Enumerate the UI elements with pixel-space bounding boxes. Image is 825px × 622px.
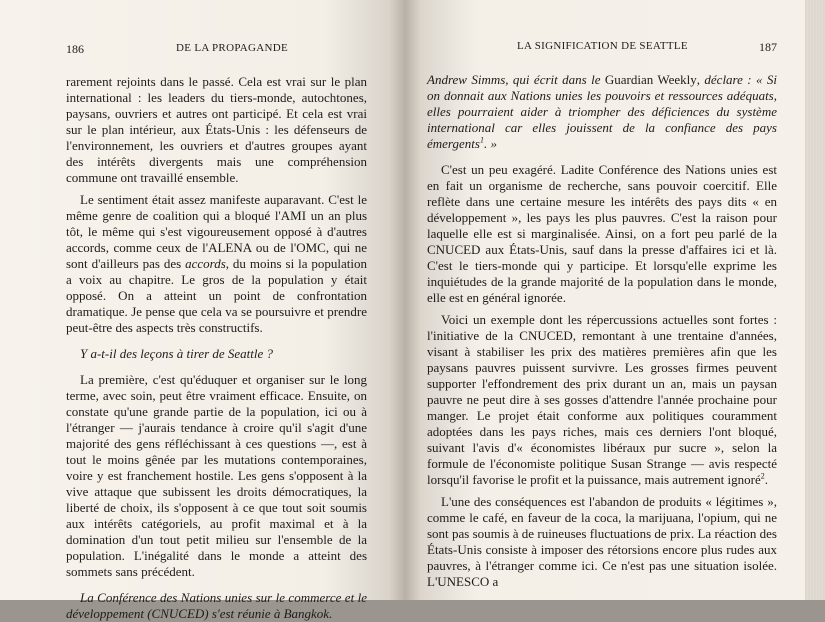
right-quote-footnote-ref: 1 [479, 135, 484, 145]
left-interview-question: Y a-t-il des leçons à tirer de Seattle ? [80, 346, 274, 361]
left-interview-question-2: La Conférence des Nations unies sur le commerce et le développement (CNUCED) s'est réunie à Bangkok. [66, 590, 367, 621]
right-paragraph-2-text-b: . [764, 472, 768, 487]
right-page [405, 0, 805, 600]
right-quote-publication: Guardian Weekly [604, 72, 697, 87]
left-paragraph-2 [66, 192, 367, 336]
left-paragraph-2-text-a: Le sentiment était assez manifeste auparavant. C'est le même genre de coalition qui a bloqué l'AMI un an plus tôt, le même qui s'est vigoureusement opposé à d'autres accords, comme ceux de l'ALENA ou de l'OMC, qui ne sont d'ailleurs pas des [66, 192, 367, 271]
right-paragraph-2-text-a: Voici un exemple dont les répercussions actuelles sont fortes : l'initiative de la CNUCED, remontant à une trentaine d'années, visant à stabiliser les prix des matières premières afin que les paysans pauvres puissent survivre. Les grosses firmes peuvent supporter l'effondrement des prix durant un an, mais un paysan pauvre ne peut dire à ses gosses d'attendre l'année prochaine pour manger. Le projet était conforme aux politiques couramment adoptées dans les pays riches, mais ces derniers l'ont bloqué, suivant l'avis d'« économistes libéraux pur sucre », selon la formule de l'économiste politique Susan Strange — avis respecté lorsqu'il favorise le profit et la puissance, mais autrement ignoré [427, 312, 777, 487]
right-page-number: 187 [759, 40, 777, 54]
left-running-head-title: DE LA PROPAGANDE [176, 42, 288, 54]
right-paragraph-1: C'est un peu exagéré. Ladite Conférence des Nations unies est en fait un organisme de recherche, sans pouvoir coercitif. Elle reflète dans une certaine mesure les intérêts des pays dits « en développement », les pays les plus pauvres. C'est la raison pour laquelle elle est si marginalisée. Ainsi, on a fort peu parlé de la CNUCED aux États-Unis, sauf dans la presse d'affaires ici et là. C'est le tiers-monde qui y participe. Et lorsqu'elle exprime les inquiétudes de la grande majorité de la population dans le monde, elle est en général ignorée. [427, 162, 777, 305]
right-running-header [427, 40, 777, 64]
right-quote-text-a: Andrew Simms, qui écrit dans le [427, 72, 605, 87]
right-quote-paragraph [427, 72, 777, 152]
left-paragraph-2-text-b: , du moins si la population a voix au chapitre. Le gros de la population y était opposé. On a atteint un point de confrontation dramatique. Je pense que cela va se poursuivre et prendre peut-être des aspects très constructifs. [66, 256, 367, 335]
left-paragraph-2-emphasis: accords [185, 256, 226, 271]
right-quote-text-c: . » [483, 136, 497, 151]
left-running-header [66, 42, 367, 66]
right-running-head-title: LA SIGNIFICATION DE SEATTLE [517, 40, 688, 52]
left-paragraph-1: rarement rejoints dans le passé. Cela est vrai sur le plan international : les leaders du tiers-monde, autochtones, paysans, ouvriers et autres ont participé. Et cela est vrai sur le plan intérieur, aux États-Unis : les défenseurs de l'environnement, les ouvriers et d'autres groupes ayant des intérêts divergents mais une compréhension commune ont travaillé ensemble. [66, 74, 367, 185]
left-paragraph-3: La première, c'est qu'éduquer et organiser sur le long terme, avec soin, peut être vraiment efficace. Ensuite, on constate qu'une grande partie de la population, ici ou à l'étranger — j'aurais tendance à croire qu'il s'agit d'une majorité des gens réfléchissant à ces questions —, est à tout le moins gênée par les mutations contemporaines, voire y est franchement hostile. Les gens s'opposent à la vive attaque que subissent les droits démocratiques, la liberté de choix, ils s'opposent à ce que tout soit soumis aux intérêts catégoriels, au profit maximal et à la domination d'un tout petit milieu sur l'ensemble de la population. L'inégalité dans le monde a atteint des sommets sans précédent. [66, 372, 367, 579]
right-paragraph-3: L'une des conséquences est l'abandon de produits « légitimes », comme le café, en faveur de la coca, la marijuana, l'opium, qui ne sont pas soumis à de ruineuses fluctuations de prix. La réaction des États-Unis consiste à imposer des rétorsions encore plus rudes aux pauvres, à l'étranger comme ici. Ce n'est pas une situation isolée. L'UNESCO a [427, 494, 777, 589]
left-page [0, 0, 405, 621]
right-paragraph-2-footnote-ref: 2 [760, 471, 765, 481]
left-page-number: 186 [66, 42, 84, 56]
right-paragraph-2 [427, 312, 777, 488]
page-edges [805, 0, 825, 600]
right-quote-text-b: , déclare : « Si on donnait aux Nations unies les pouvoirs et ressources adéquats, elles pourraient aider à triompher des déficiences du système international car elles jouissent de la confiance des pays émergents [427, 72, 778, 151]
